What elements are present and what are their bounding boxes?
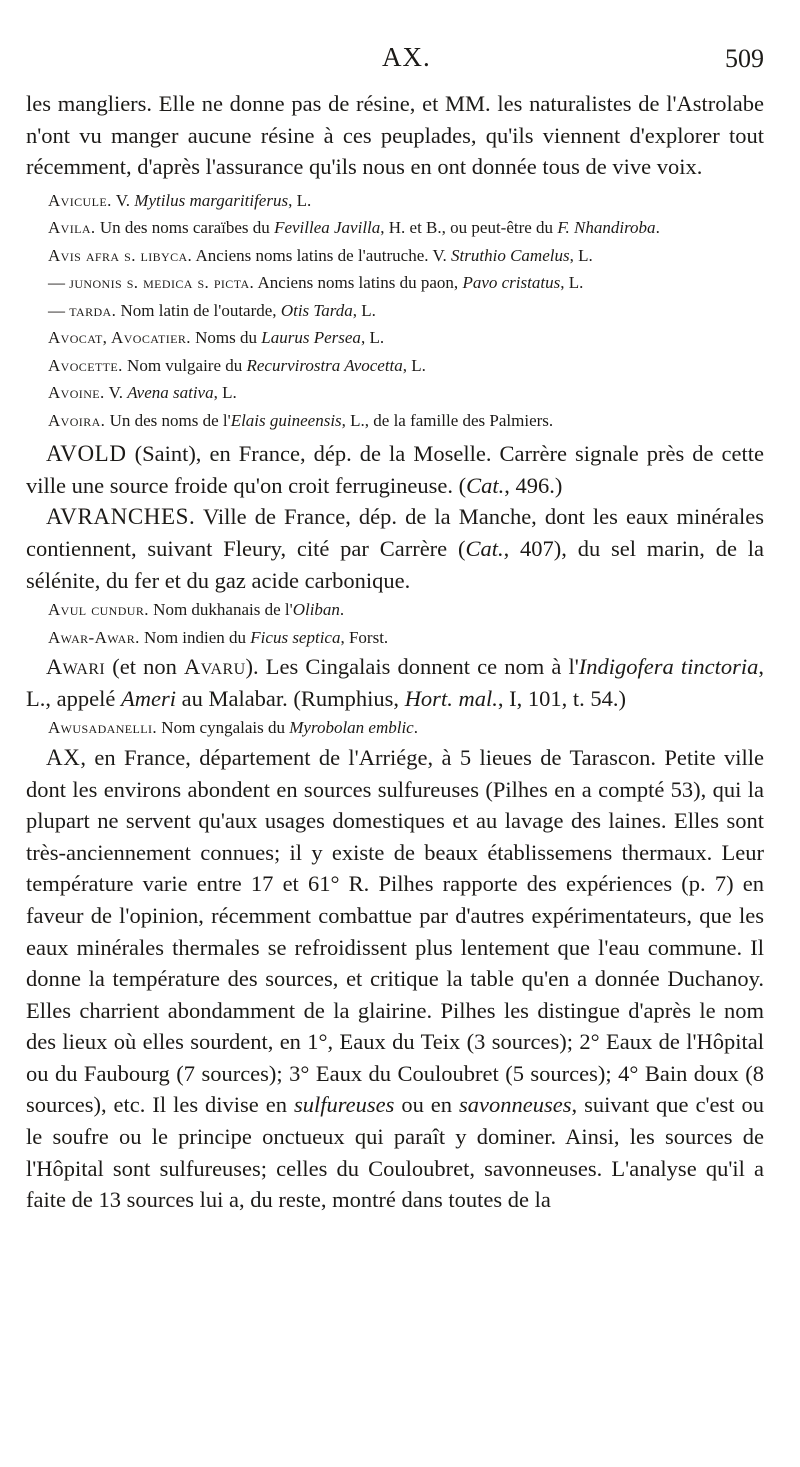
entry-text: V.	[115, 190, 135, 210]
entry-head: tarda.	[69, 300, 117, 320]
entry-text: Anciens noms latins de l'autruche. V.	[195, 245, 452, 265]
paragraph-mangliers: les mangliers. Elle ne donne pas de résine, et MM. les naturalistes de l'Astrolabe n'ont vu manger aucune résine à ces peuplades, qu'ils viennent d'explorer tout récemment, d'après l'assurance qu'ils nous en ont donnée tous de vive voix.	[26, 91, 764, 180]
entry-text: , Forst.	[340, 627, 389, 647]
entry-latin-name: Struthio Camelus	[451, 245, 570, 265]
article-text: , 496.)	[504, 472, 563, 498]
entry-awar	[26, 624, 764, 652]
entry-latin-name: Ficus septica	[250, 627, 341, 647]
article-text: , I, 101, t. 54.)	[497, 685, 626, 711]
entry-latin-name: Mytilus margaritiferus	[134, 190, 289, 210]
entry-head: Avicule.	[48, 190, 112, 210]
entry-avicule	[26, 187, 764, 215]
entry-text: , L., de la famille des Palmiers.	[341, 410, 554, 430]
article-head: AVOLD	[46, 441, 127, 467]
dash-mark: —	[48, 300, 65, 320]
entry-avocette	[26, 352, 764, 380]
entry-text: Noms du	[195, 328, 262, 348]
entry-head: Avul cundur.	[48, 600, 149, 620]
entry-text: Un des noms de l'	[109, 410, 231, 430]
entry-text: , L.	[360, 328, 385, 348]
entry-text: , L.	[352, 300, 376, 320]
entry-head: Awusadanelli.	[48, 718, 158, 738]
entry-text: , L.	[213, 383, 237, 403]
entry-text: .	[655, 218, 660, 238]
entry-latin-name: Oliban	[292, 600, 340, 620]
entry-avoira	[26, 407, 764, 435]
article-latin-name: Indigofera tinctoria	[578, 654, 759, 680]
article-term: sulfureuses	[293, 1092, 395, 1118]
article-awari	[26, 651, 764, 714]
entry-awusadanelli	[26, 714, 764, 742]
entry-text: , L.	[560, 273, 584, 293]
entry-latin-name: Avena sativa	[127, 383, 214, 403]
article-text: , L., appelé	[26, 654, 764, 711]
article-text: , suivant que c'est ou le soufre ou le principe onctueux qui paraît y dominer. Ainsi, les sources de l'Hôpital sont sulfureuses; celles du Couloubret, savonneuses. L'analyse qu'il a faite de 13 sources lui a, du reste, montré dans toutes de la	[26, 1092, 764, 1213]
entry-head: Awar-Awar.	[48, 627, 140, 647]
article-head: AX	[46, 744, 81, 770]
entry-avis-tarda	[26, 297, 764, 325]
entry-text: , L.	[288, 190, 312, 210]
entry-text: Un des noms caraïbes du	[99, 218, 275, 238]
entry-avis-junonis	[26, 269, 764, 297]
entry-avis	[26, 242, 764, 270]
article-avold	[26, 438, 764, 501]
article-citation: Cat.	[466, 472, 505, 498]
article-text: (et non	[105, 654, 184, 680]
article-text: ). Les Cingalais donnent ce nom à l'	[245, 654, 579, 680]
entry-text: , L.	[569, 245, 593, 265]
article-avranches	[26, 501, 764, 596]
entry-text: , L.	[402, 355, 426, 375]
entry-text: Nom latin de l'outarde,	[120, 300, 281, 320]
entry-head: Avoine.	[48, 383, 105, 403]
article-head-variant: Avaru	[184, 654, 246, 680]
entry-latin-name: Elais guineensis	[230, 410, 342, 430]
article-head: AVRANCHES.	[46, 504, 196, 530]
entry-head: Avoira.	[48, 410, 106, 430]
article-citation: Hort. mal.	[404, 685, 498, 711]
page-header	[26, 38, 764, 88]
entry-avul	[26, 596, 764, 624]
article-text: au Malabar. (Rumphius,	[175, 685, 405, 711]
entry-text: .	[413, 718, 418, 738]
entry-head: Avocette.	[48, 355, 123, 375]
article-latin-name: Ameri	[120, 685, 176, 711]
entry-head: junonis s. medica s. picta.	[69, 273, 255, 293]
article-text: (Saint), en France, dép. de la Moselle. Carrère signale près de cette ville une source froide qu'on croit ferrugineuse. (	[26, 441, 764, 498]
page-number: 509	[725, 44, 764, 73]
entry-head: Avis afra s. libyca.	[48, 245, 193, 265]
entry-text: Nom cyngalais du	[161, 718, 290, 738]
entry-head: Avocat, Avocatier.	[48, 328, 191, 348]
entry-text: Nom dukhanais de l'	[153, 600, 293, 620]
entry-latin-name: Laurus Persea	[261, 328, 361, 348]
entry-latin-name: Myrobolan emblic	[289, 718, 414, 738]
dash-mark: —	[48, 273, 65, 293]
entry-latin-name: Pavo cristatus	[462, 273, 561, 293]
article-ax	[26, 742, 764, 1216]
entry-avila	[26, 214, 764, 242]
entry-text: Nom vulgaire du	[127, 355, 247, 375]
entry-head: Avila.	[48, 218, 96, 238]
running-title: AX.	[382, 42, 431, 72]
article-text: , 407), du sel marin, de la sélénite, du fer et du gaz acide carbonique.	[26, 536, 764, 593]
entry-text: , H. et B., ou peut-être du	[380, 218, 558, 238]
entry-text: Nom indien du	[144, 627, 251, 647]
entry-latin-name: Fevillea Javilla	[274, 218, 381, 238]
article-text: Ville de France, dép. de la Manche, dont les eaux minérales contiennent, suivant Fleury, cité par Carrère (	[26, 504, 764, 562]
entry-latin-name: Recurvirostra Avocetta	[246, 355, 403, 375]
article-text: , en France, département de l'Arriége, à 5 lieues de Tarascon. Petite ville dont les environs abondent en sources sulfureuses (Pilhes en a compté 53), qui la plupart ne servent qu'aux usages domestiques et au lavage des laines. Elles sont très-anciennement connues; il y existe de beaux établissemens thermaux. Leur température varie entre 17 et 61° R. Pilhes rapporte des expériences (p. 7) en faveur de l'opinion, récemment combattue par d'autres expérimentateurs, que les eaux minérales thermales se refroidissent plus lentement que l'eau commune. Il donne la température des sources, et critique la table qu'en a donnée Duchanoy. Elles charrient abondamment de la glairine. Pilhes les distingue d'après le nom des lieux où elles sourdent, en 1°, Eaux du Teix (3 sources); 2° Eaux de l'Hôpital ou du Faubourg (7 sources); 3° Eaux du Couloubret (5 sources); 4° Bain doux (8 sources), etc. Il les divise en	[26, 744, 764, 1118]
article-head: Awari	[46, 654, 106, 680]
article-text: ou en	[394, 1092, 459, 1118]
entry-text: Anciens noms latins du paon,	[257, 273, 463, 293]
entry-latin-name: Otis Tarda	[280, 300, 353, 320]
entry-latin-name: F. Nhandiroba	[557, 218, 656, 238]
article-term: savonneuses	[459, 1092, 572, 1118]
entry-text: V.	[108, 383, 128, 403]
entry-text: .	[339, 600, 345, 620]
entry-avocat	[26, 324, 764, 352]
article-citation: Cat.	[465, 536, 504, 562]
entry-avoine	[26, 379, 764, 407]
